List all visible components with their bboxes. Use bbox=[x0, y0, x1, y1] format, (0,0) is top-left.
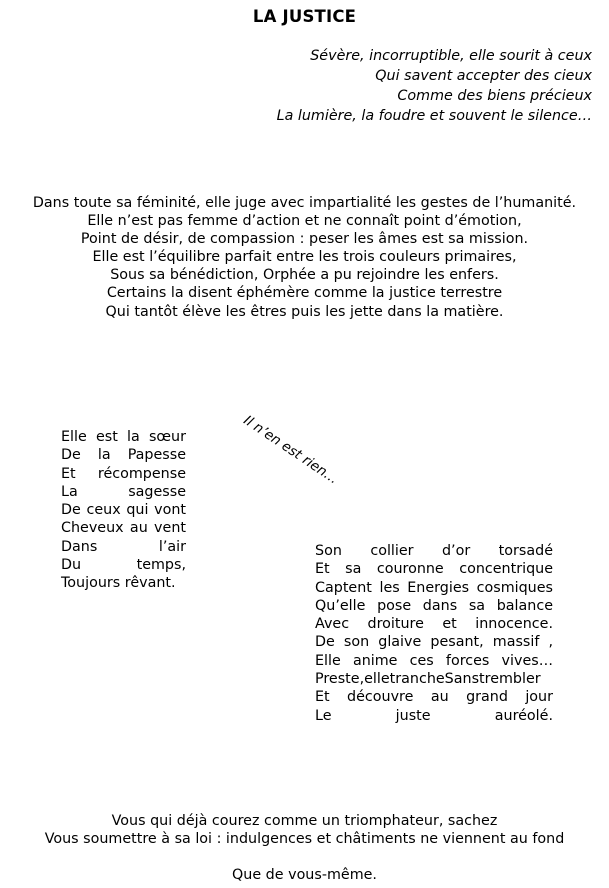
stanza-line: Avec droiture et innocence. bbox=[315, 616, 553, 633]
stanza-line: De ceux qui vont bbox=[61, 502, 186, 519]
stanza-line: Preste,elletrancheSanstrembler bbox=[315, 671, 541, 688]
stanza-line: Son collier d’or torsadé bbox=[315, 543, 553, 559]
stanza-line: Elle est la sœur bbox=[61, 429, 186, 445]
stanza-line: Sous sa bénédiction, Orphée a pu rejoindre les enfers. bbox=[110, 267, 499, 284]
final-line: Que de vous-même. bbox=[232, 867, 377, 883]
right-stanza bbox=[315, 542, 553, 725]
stanza-line: Cheveux au vent bbox=[61, 520, 186, 537]
stanza-line: Du temps, bbox=[61, 557, 186, 574]
stanza-line: Certains la disent éphémère comme la justice terrestre bbox=[106, 285, 503, 302]
epigraph-line: Comme des biens précieux bbox=[397, 88, 592, 104]
epigraph bbox=[192, 46, 592, 126]
stanza-line: Elle n’est pas femme d’action et ne connaît point d’émotion, bbox=[87, 213, 522, 230]
stanza-line: Et découvre au grand jour bbox=[315, 689, 553, 706]
stanza-line: Le juste auréolé. bbox=[315, 707, 553, 724]
stanza-line: Point de désir, de compassion : peser les âmes est sa mission. bbox=[80, 231, 529, 248]
stanza-line: Dans l’air bbox=[61, 538, 186, 555]
closing-stanza bbox=[0, 812, 609, 884]
stanza-line: Elle anime ces forces vives… bbox=[315, 652, 553, 669]
stanza-line: Qu’elle pose dans sa balance bbox=[315, 597, 553, 614]
epigraph-line: Sévère, incorruptible, elle sourit à ceux bbox=[310, 48, 592, 64]
epigraph-line: La lumière, la foudre et souvent le silence… bbox=[276, 108, 592, 124]
stanza-line: Vous soumettre à sa loi : indulgences et châtiments ne viennent au fond bbox=[44, 831, 565, 847]
stanza-line: La sagesse bbox=[61, 483, 186, 500]
stanza-line: Qui tantôt élève les êtres puis les jette dans la matière. bbox=[105, 303, 504, 320]
stanza-line: Captent les Energies cosmiques bbox=[315, 579, 553, 596]
stanza-line: Elle est l’équilibre parfait entre les trois couleurs primaires, bbox=[92, 249, 517, 266]
main-stanza bbox=[0, 194, 609, 321]
stanza-line: De la Papesse bbox=[61, 447, 186, 464]
stanza-line: Et récompense bbox=[61, 465, 186, 482]
stanza-line: Vous qui déjà courez comme un triomphateur, sachez bbox=[111, 813, 498, 829]
left-stanza bbox=[61, 428, 186, 593]
poem-title: LA JUSTICE bbox=[252, 7, 357, 26]
stanza-line: De son glaive pesant, massif , bbox=[315, 634, 553, 651]
epigraph-line: Qui savent accepter des cieux bbox=[375, 68, 592, 84]
stanza-line: Et sa couronne concentrique bbox=[315, 561, 553, 578]
diagonal-text: Il n’en est rien… bbox=[240, 412, 342, 488]
stanza-line: Toujours rêvant. bbox=[61, 575, 176, 592]
stanza-line: Dans toute sa féminité, elle juge avec impartialité les gestes de l’humanité. bbox=[32, 195, 577, 211]
